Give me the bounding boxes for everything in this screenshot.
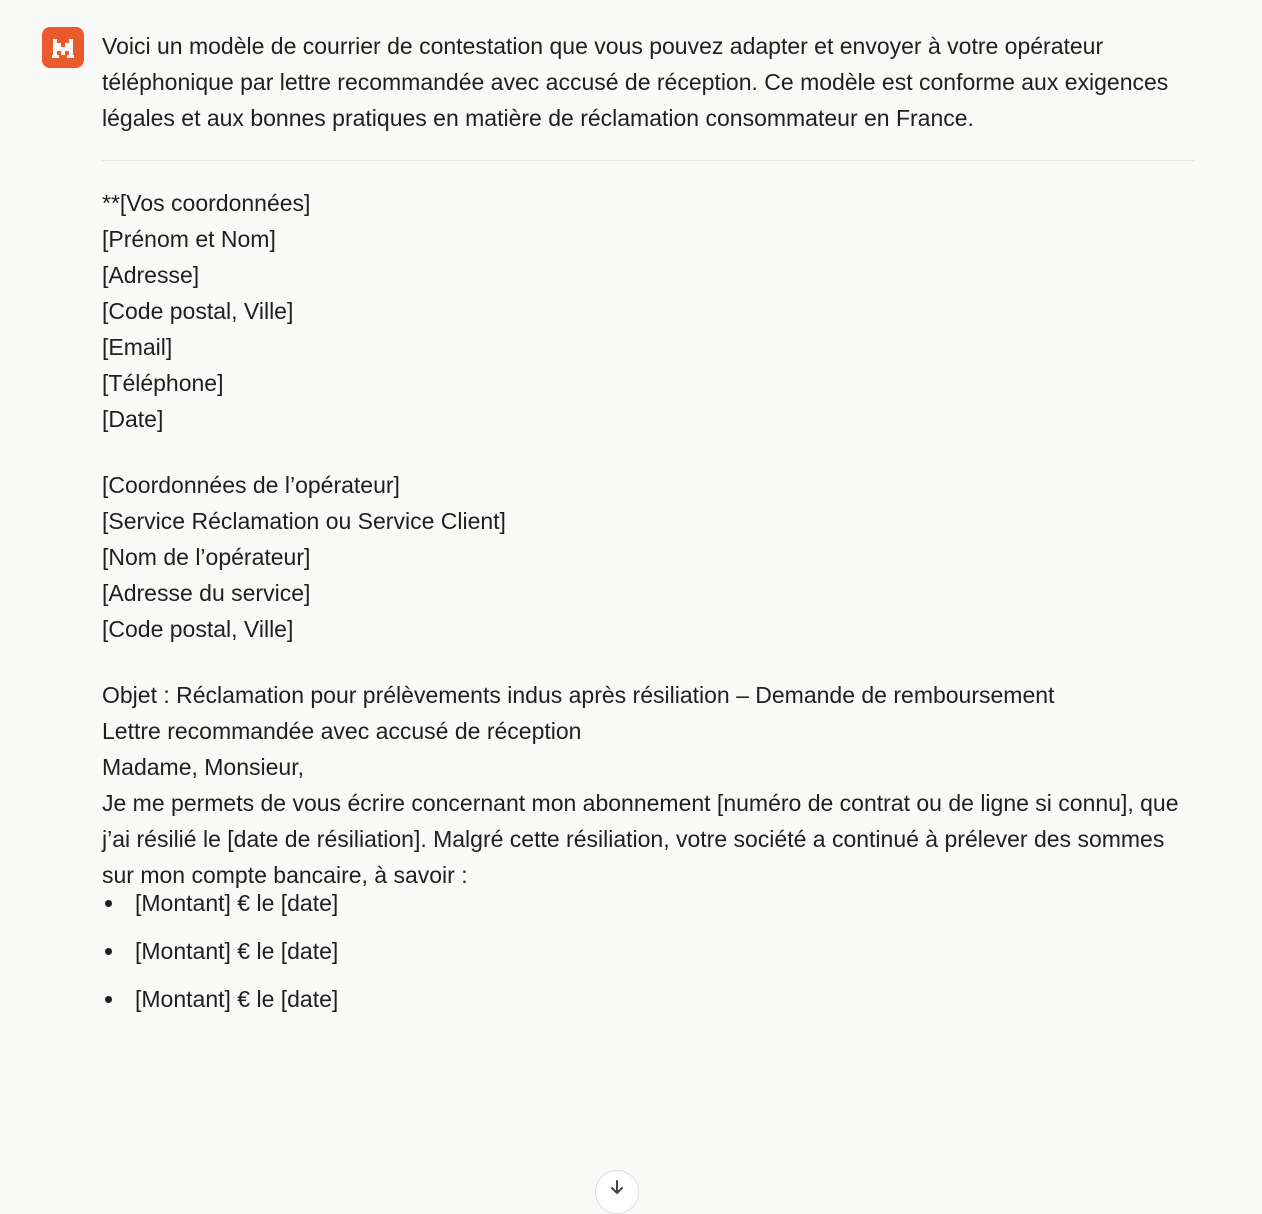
salutation: Madame, Monsieur, bbox=[102, 754, 304, 780]
sender-line: [Date] bbox=[102, 406, 164, 432]
assistant-message bbox=[102, 28, 1194, 1029]
sender-line: [Prénom et Nom] bbox=[102, 226, 276, 252]
assistant-avatar bbox=[42, 27, 84, 68]
recipient-line: [Nom de l’opérateur] bbox=[102, 544, 311, 570]
recipient-line: [Service Réclamation ou Service Client] bbox=[102, 508, 506, 534]
sender-line: [Téléphone] bbox=[102, 370, 224, 396]
sender-line: [Code postal, Ville] bbox=[102, 298, 294, 324]
delivery-line: Lettre recommandée avec accusé de réception bbox=[102, 718, 582, 744]
intro-paragraph: Voici un modèle de courrier de contestation que vous pouvez adapter et envoyer à votre opérateur téléphonique par lettre recommandée avec accusé de réception. Ce modèle est conforme aux exigences légales et aux bonnes pratiques en matière de réclamation consommateur en France. bbox=[102, 33, 1169, 131]
sender-line: [Email] bbox=[102, 334, 173, 360]
recipient-line: [Adresse du service] bbox=[102, 580, 311, 606]
recipient-block bbox=[102, 467, 1194, 647]
sender-line: **[Vos coordonnées] bbox=[102, 190, 311, 216]
scroll-down-button[interactable] bbox=[595, 1170, 639, 1214]
recipient-line: [Code postal, Ville] bbox=[102, 616, 294, 642]
body-paragraph: Je me permets de vous écrire concernant mon abonnement [numéro de contrat ou de ligne si connu], que j’ai résilié le [date de résiliation]. Malgré cette résiliation, votre société a continué à prélever des sommes sur mon compte bancaire, à savoir : bbox=[102, 790, 1179, 888]
sender-line: [Adresse] bbox=[102, 262, 200, 288]
list-item-text: [Montant] € le [date] bbox=[135, 890, 339, 916]
bullet-icon bbox=[105, 900, 112, 907]
list-item-text: [Montant] € le [date] bbox=[135, 938, 339, 964]
recipient-line: [Coordonnées de l’opérateur] bbox=[102, 472, 400, 498]
mistral-logo-icon bbox=[52, 38, 74, 58]
bullet-icon bbox=[105, 948, 112, 955]
list-item bbox=[102, 885, 1194, 933]
bullet-icon bbox=[105, 996, 112, 1003]
divider bbox=[102, 160, 1194, 161]
list-item-text: [Montant] € le [date] bbox=[135, 986, 339, 1012]
subject-line: Objet : Réclamation pour prélèvements indus après résiliation – Demande de remboursement bbox=[102, 682, 1055, 708]
sender-block bbox=[102, 185, 1194, 437]
arrow-down-icon bbox=[610, 1179, 624, 1197]
list-item bbox=[102, 981, 1194, 1029]
amount-list bbox=[102, 885, 1194, 1029]
list-item bbox=[102, 933, 1194, 981]
